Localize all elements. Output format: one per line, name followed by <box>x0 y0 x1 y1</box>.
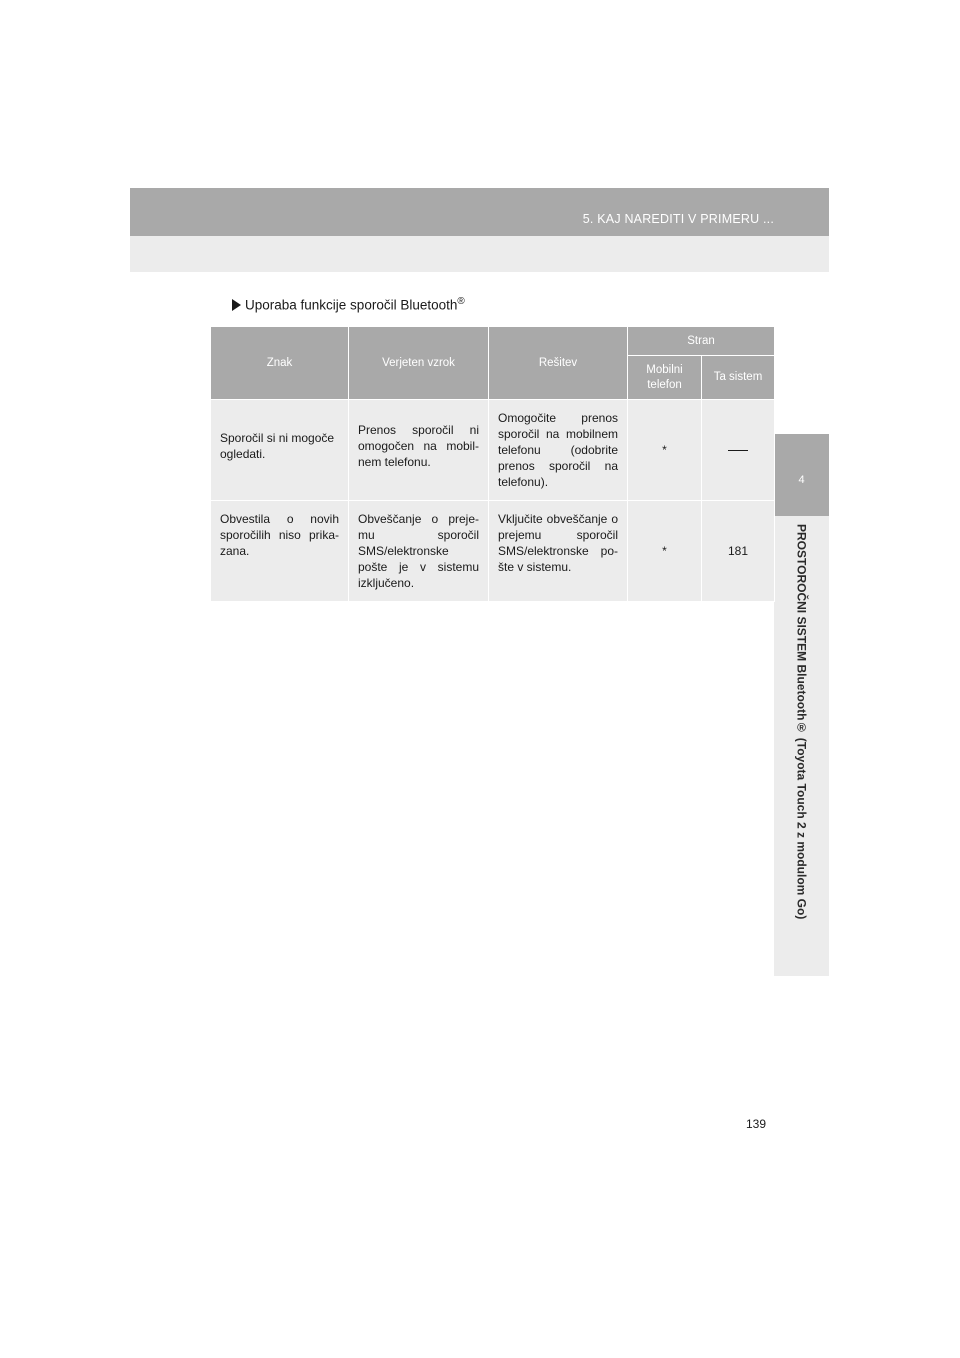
section-heading-text: Uporaba funkcije sporočil Bluetooth <box>245 297 458 313</box>
section-heading <box>232 296 465 313</box>
table-row <box>211 501 775 602</box>
header-band <box>130 188 829 236</box>
header-page: Stran <box>628 327 775 356</box>
header-symptom: Znak <box>211 327 349 400</box>
chapter-title-tab <box>774 516 829 976</box>
troubleshooting-table <box>210 326 775 602</box>
cell-mobile-page: * <box>628 501 702 602</box>
cell-cause: Obveščanje o preje-mu sporočil SMS/elektronske pošte je v sistemu izključeno. <box>349 501 489 602</box>
cell-mobile-page: * <box>628 400 702 501</box>
header-mobile-phone: Mobilni telefon <box>628 356 702 400</box>
cell-system-page <box>702 400 775 501</box>
cell-solution: Vključite obveščanje o prejemu sporočil SMS/elektronske po-šte v sistemu. <box>489 501 628 602</box>
cell-cause: Prenos sporočil ni omogočen na mobil-nem telefonu. <box>349 400 489 501</box>
chapter-number: 4 <box>798 474 805 486</box>
header-solution: Rešitev <box>489 327 628 400</box>
header-subband <box>130 236 829 272</box>
table-row <box>211 400 775 501</box>
cell-solution: Omogočite prenos sporočil na mobilnem telefonu (odobrite prenos sporočil na telefonu). <box>489 400 628 501</box>
cell-symptom: Obvestila o novih sporočilih niso prika-zana. <box>211 501 349 602</box>
dash-mark <box>728 450 748 451</box>
cell-symptom: Sporočil si ni mogoče ogledati. <box>211 400 349 501</box>
triangle-bullet-icon <box>232 299 241 311</box>
header-this-system: Ta sistem <box>702 356 775 400</box>
header-cause: Verjeten vzrok <box>349 327 489 400</box>
cell-system-page: 181 <box>702 501 775 602</box>
page-number: 139 <box>746 1117 767 1131</box>
chapter-title: PROSTOROČNI SISTEM Bluetooth® (Toyota Touch 2 z modulom Go) <box>794 524 809 920</box>
registered-mark: ® <box>457 296 465 307</box>
section-header-title: 5. KAJ NAREDITI V PRIMERU ... <box>582 212 774 226</box>
chapter-tab <box>774 434 829 516</box>
